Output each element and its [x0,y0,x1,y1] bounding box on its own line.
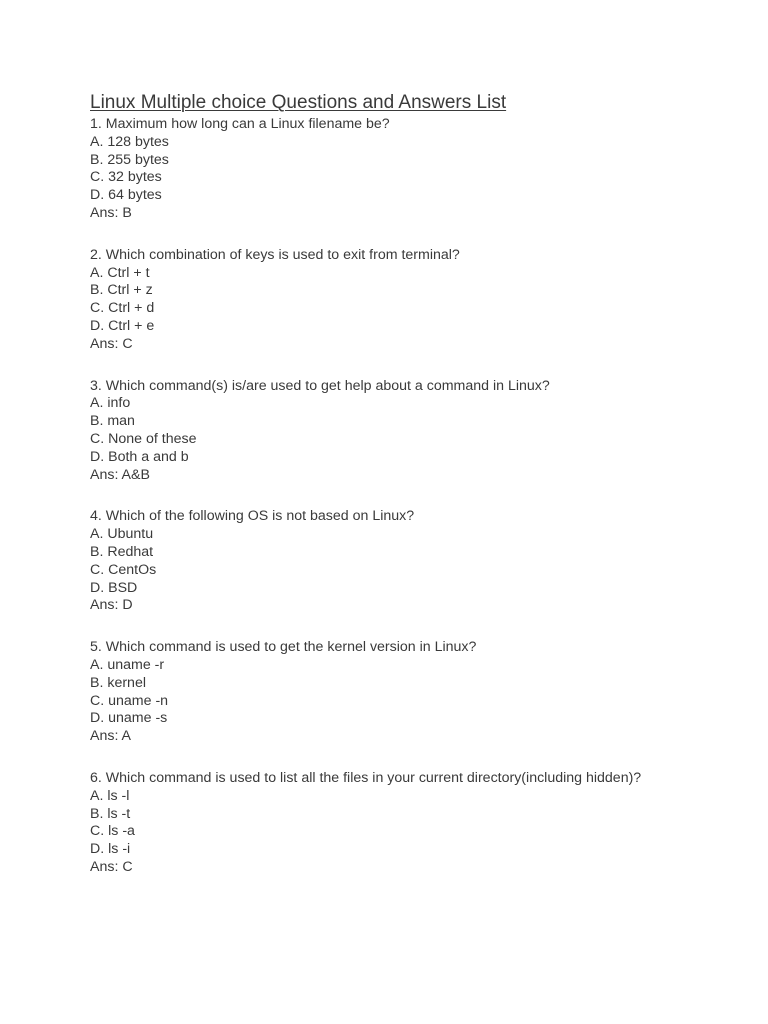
answer-option: C. None of these [90,430,197,447]
question-text: 1. Maximum how long can a Linux filename be? [90,116,390,132]
question-text: 2. Which combination of keys is used to exit from terminal? [90,246,460,263]
answer-option: A. ls -l [90,787,130,804]
answer-option: A. uname -r [90,656,165,673]
question-block [90,247,730,354]
document-title: Linux Multiple choice Questions and Answers List [90,92,507,113]
question-block [90,639,730,746]
answer-option: B. man [90,413,135,430]
answer-option: C. Ctrl + d [90,300,155,317]
question-text: 3. Which command(s) is/are used to get help about a command in Linux? [90,377,550,394]
answer-option: C. CentOs [90,561,157,578]
question-text: 6. Which command is used to list all the files in your current directory(including hidden)? [90,769,642,786]
question-list [90,116,730,877]
question-block [90,378,730,485]
answer-option: D. Both a and b [90,448,189,465]
answer-option: A. Ubuntu [90,526,154,543]
answer-option: D. Ctrl + e [90,317,155,334]
answer-option: A. info [90,395,131,412]
answer-option: A. Ctrl + t [90,264,150,281]
answer-option: B. Redhat [90,543,154,560]
question-block [90,116,730,223]
answer-option: B. Ctrl + z [90,282,153,299]
answer-option: D. ls -i [90,841,131,858]
question-text: 5. Which command is used to get the kernel version in Linux? [90,639,477,656]
answer-key: Ans: B [90,204,132,221]
answer-option: D. BSD [90,579,138,596]
answer-option: D. uname -s [90,710,168,727]
answer-key: Ans: D [90,597,133,614]
document-page [90,90,730,901]
answer-key: Ans: C [90,858,133,875]
answer-option: A. 128 bytes [90,133,169,150]
answer-option: B. 255 bytes [90,151,169,168]
answer-option: D. 64 bytes [90,187,162,204]
answer-option: C. 32 bytes [90,169,162,186]
answer-option: B. kernel [90,674,146,691]
answer-key: Ans: A&B [90,466,150,483]
answer-key: Ans: A [90,728,132,745]
answer-key: Ans: C [90,335,133,352]
question-text: 4. Which of the following OS is not based on Linux? [90,508,415,525]
question-block [90,770,730,877]
answer-option: C. uname -n [90,692,169,709]
answer-option: B. ls -t [90,805,131,822]
answer-option: C. ls -a [90,823,135,840]
question-block [90,508,730,615]
